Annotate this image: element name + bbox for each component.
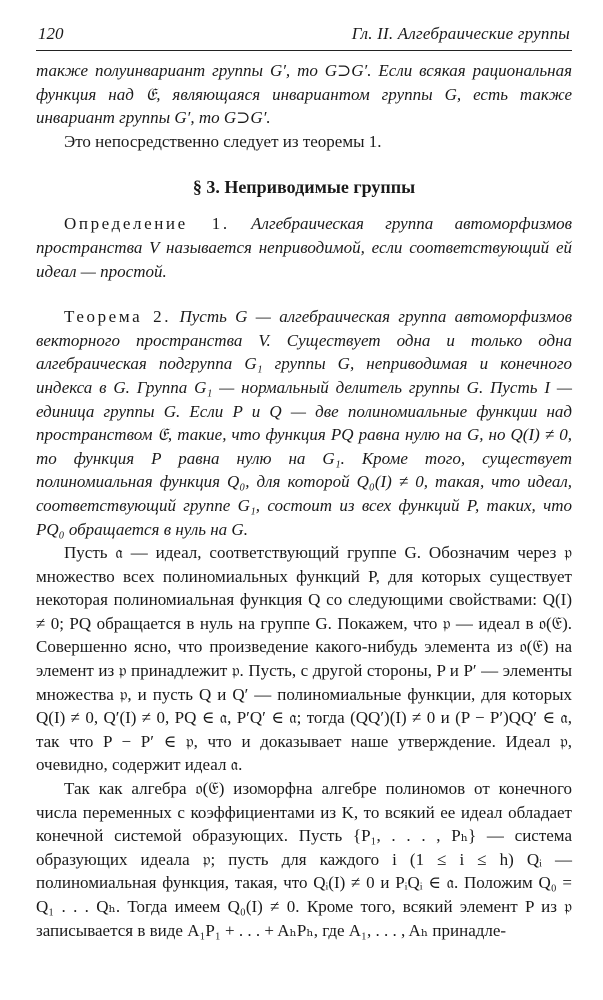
section-heading: § 3. Неприводимые группы [192,177,416,198]
proof-paragraph-1: Пусть 𝔞 — идеал, соответствующий группе G. Обозначим через 𝔭 множество всех полиномиальных функций P, для которых существует некоторая полиномиальная функция Q со следующими свойствами: Q(I) ≠ 0; PQ обращается в нуль на группе G. Покажем, что 𝔭 — идеал в 𝔬(𝔈). Совершенно ясно, что произведение какого-нибудь элемента из 𝔬(𝔈) на элемент из 𝔭 принадлежит 𝔭. Пусть, с другой стороны, P и P′ — элементы множества 𝔭, и пусть Q и Q′ — полиномиальные функции, для которых Q(I) ≠ 0, Q′(I) ≠ 0, PQ ∈ 𝔞, P′Q′ ∈ 𝔞; тогда (QQ′)(I) ≠ 0 и (P − P′)QQ′ ∈ 𝔞, так что P − P′ ∈ 𝔭, что и доказывает наше утверждение. Идеал 𝔭, очевидно, содержит идеал 𝔞. [36,543,572,775]
definition-text: Алгебраическая группа автоморфизмов пространства V называется неприводимой, если соответствующий ей идеал — простой. [36,214,573,281]
theorem-text: Пусть G — алгебраическая группа автоморфизмов векторного пространства V. Существует одна и только одна алгебраическая подгруппа G₁ группы G, неприводимая и конечного индекса в G. Группа G₁ — нормальный делитель группы G. Пусть I — единица группы G. Если P и Q — две полиномиальные функции над пространством 𝔈, такие, что функция PQ равна нулю на G, но Q(I) ≠ 0, то функция P равна нулю на G₁. Кроме того, существует полиномиальная функция Q₀, для которой Q₀(I) ≠ 0, такая, что идеал, соответствующий группе G₁, состоит из всех функций P, таких, что PQ₀ обращается в нуль на G. [36,307,573,539]
running-title: Гл. II. Алгебраические группы [351,24,570,43]
remark-text: Это непосредственно следует из теоремы 1. [64,131,382,151]
continued-statement: также полуинвариант группы G′, то G⊃G′. Если всякая рациональная функция над 𝔈, являющаяся инвариантом группы G, есть также инвариант группы G′, то G⊃G′. [36,61,572,128]
page-number: 120 [38,24,64,43]
theorem-paragraph [36,305,572,541]
book-page [36,24,572,942]
theorem-label: Теорема 2. [64,307,172,327]
definition-paragraph [36,212,572,283]
definition-label: Определение 1. [64,214,230,234]
proof-paragraph-2: Так как алгебра 𝔬(𝔈) изоморфна алгебре полиномов от конечного числа переменных с коэффициентами из K, то всякий ее идеал обладает конечной системой образующих. Пусть {P₁, . . . , Pₕ} — система образующих идеала 𝔭; пусть для каждого i (1 ≤ i ≤ h) Qᵢ — полиномиальная функция, такая, что Qᵢ(I) ≠ 0 и PᵢQᵢ ∈ 𝔞. Положим Q₀ = Q₁ . . . Qₕ. Тогда имеем Q₀(I) ≠ 0. Кроме того, всякий элемент P из 𝔭 записывается в виде A₁P₁ + . . . + AₕPₕ, где A₁, . . . , Aₕ принадле- [36,779,572,940]
running-header [36,24,572,51]
